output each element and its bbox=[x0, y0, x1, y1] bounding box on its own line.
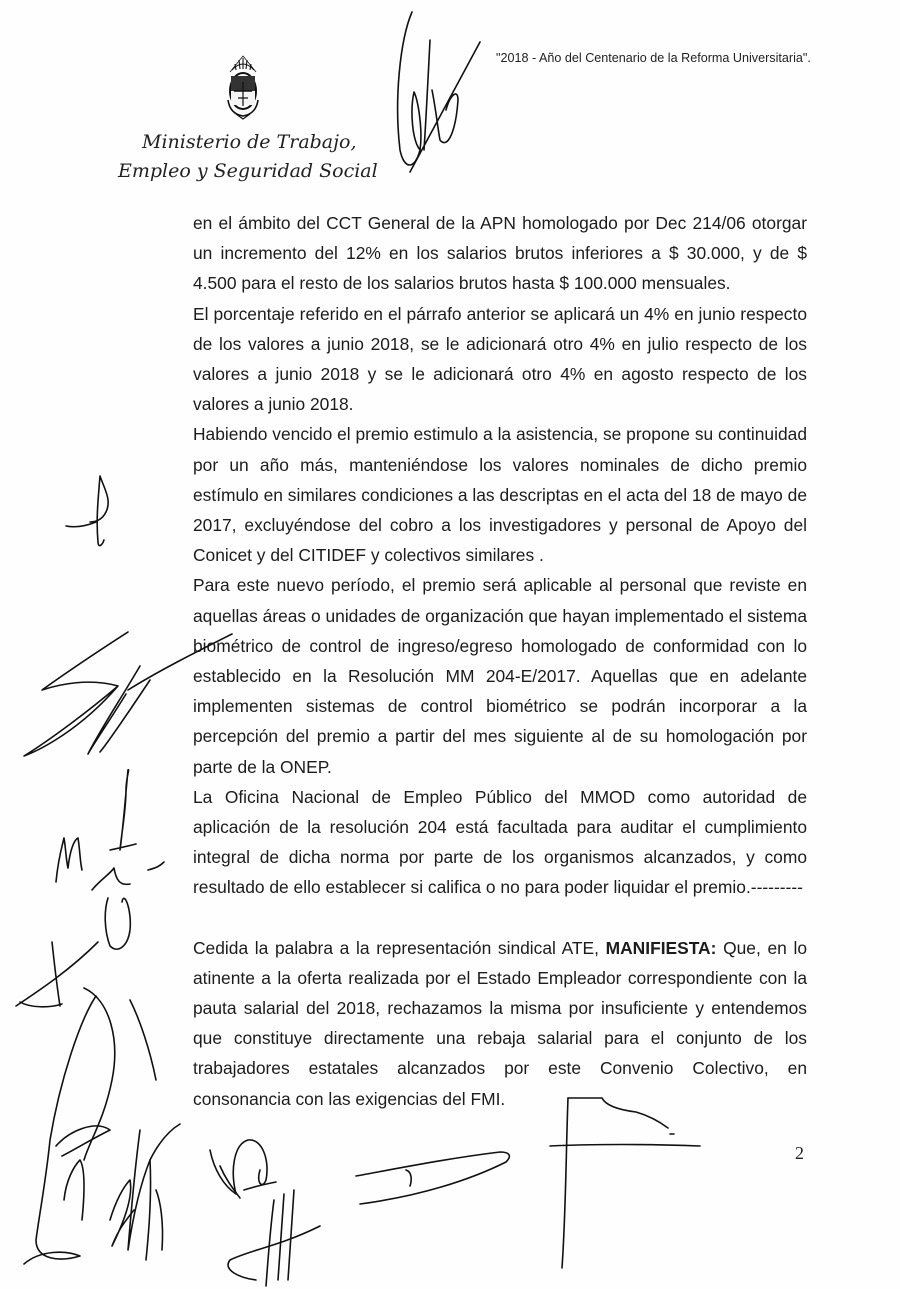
signature-bottom-right-line bbox=[340, 1140, 530, 1210]
ate-text: Que, en lo atinente a la oferta realizada por el Estado Empleador correspondiente con la pauta salarial del 2018, rechazamos la misma por insuficiente y entendemos que constituye directamente una rebaja salarial para el conjunto de los trabajadores estatales alcanzados por este Convenio Colectivo, en consonancia con las exigencias del FMI. bbox=[193, 937, 807, 1109]
page-number: 2 bbox=[795, 1143, 804, 1163]
paragraph-biometric-control: Para este nuevo período, el premio será aplicable al personal que reviste en aquellas áreas o unidades de organización que hayan implementado el sistema biométrico de control de ingreso/egreso homologado de conformidad con lo establecido en la Resolución MM 204-E/2017. Aquellas que en adelante implementen sistemas de control biométrico se podrán incorporar a la percepción del premio a partir del mes siguiente al de su homologación por parte de la ONEP. bbox=[193, 575, 807, 777]
signature-bottom-left bbox=[0, 960, 200, 1289]
document-body bbox=[193, 208, 807, 1114]
ministry-name-line1: Ministerio de Trabajo, bbox=[142, 131, 357, 153]
ate-intro: Cedida la palabra a la representación sindical ATE, bbox=[193, 937, 606, 958]
signature-top bbox=[360, 0, 500, 200]
signature-right-mark bbox=[540, 1090, 710, 1280]
ministry-name bbox=[118, 128, 378, 186]
paragraph-salary-increase: en el ámbito del CCT General de la APN homologado por Dec 214/06 otorgar un incremento del 12% en los salarios brutos inferiores a $ 30.000, y de $ 4.500 para el resto de los salarios brutos hasta $ 100.000 mensuales. bbox=[193, 213, 807, 294]
paragraph-percentage-schedule: El porcentaje referido en el párrafo anterior se aplicará un 4% en junio respecto de los valores a junio 2018, se le adicionará otro 4% en julio respecto de los valores a junio 2018 y se le adicionará otro 4% en agosto respecto de los valores a junio 2018. bbox=[193, 303, 807, 415]
signature-left-2 bbox=[0, 620, 240, 760]
paragraph-attendance-bonus: Habiendo vencido el premio estimulo a la asistencia, se propone su continuidad por un año más, manteniéndose los valores nominales de dicho premio estímulo en similares condiciones a las descriptas en el acta del 18 de mayo de 2017, excluyéndose del cobro a los investigadores y personal de Apoyo del Conicet y del CITIDEF y colectivos similares . bbox=[193, 424, 807, 566]
signature-left-3 bbox=[40, 750, 170, 900]
ministry-name-line2: Empleo y Seguridad Social bbox=[118, 160, 378, 182]
ate-keyword: MANIFIESTA: bbox=[605, 937, 717, 958]
year-motto: "2018 - Año del Centenario de la Reforma Universitaria". bbox=[496, 51, 811, 65]
signature-bottom-center bbox=[200, 1130, 350, 1289]
initials-left-1 bbox=[60, 470, 120, 560]
paragraph-ate-statement bbox=[193, 933, 807, 1114]
argentina-coat-of-arms-icon bbox=[222, 54, 264, 120]
paragraph-onep-authority: La Oficina Nacional de Empleo Público del MMOD como autoridad de aplicación de la resolución 204 está facultada para auditar el cumplimiento integral de dicha norma por parte de los organismos alcanzados, y como resultado de ello establecer si califica o no para poder liquidar el premio.--------- bbox=[193, 786, 807, 898]
